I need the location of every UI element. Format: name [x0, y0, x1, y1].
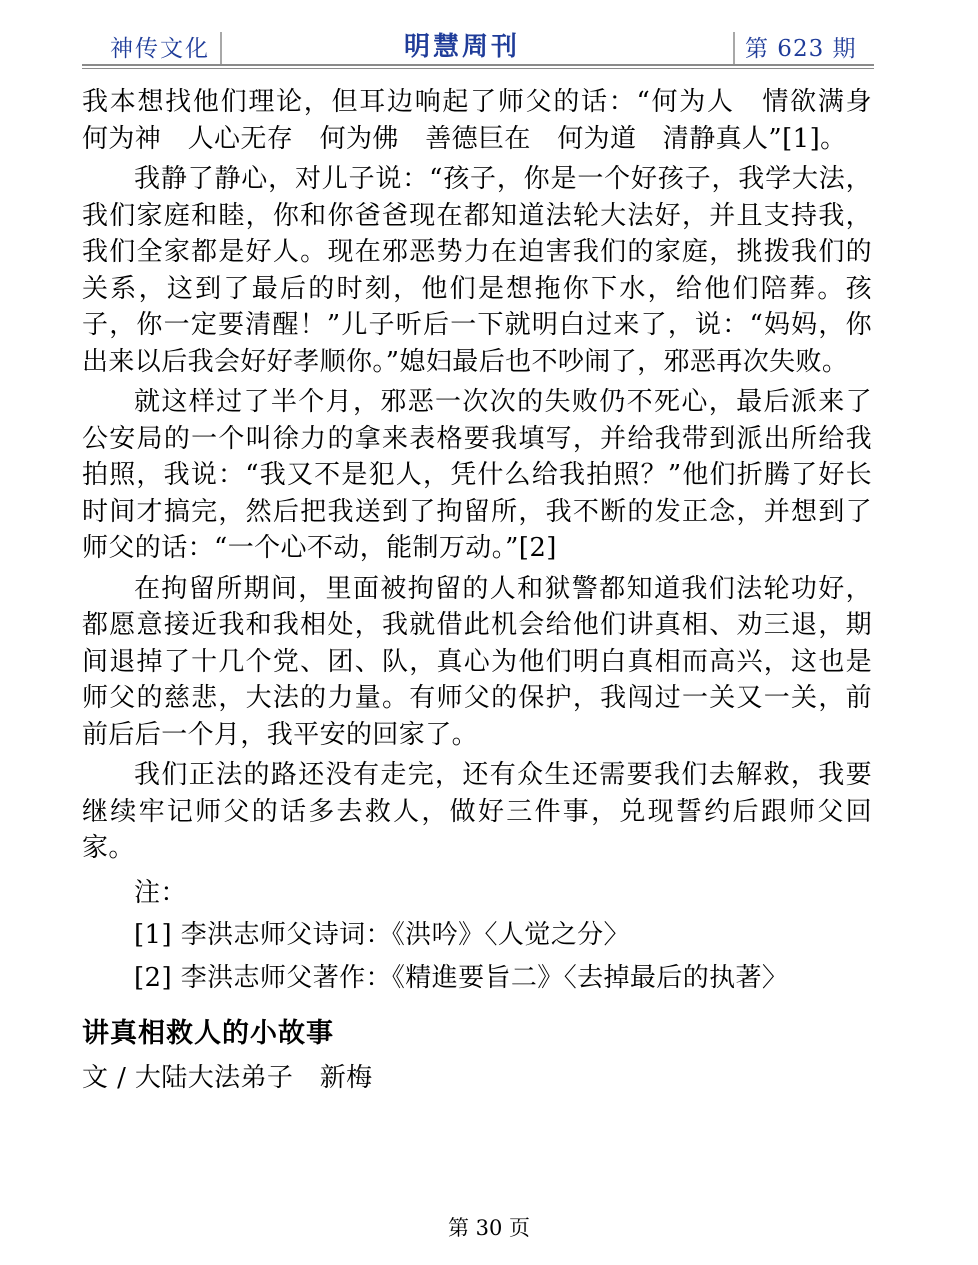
paragraph: 我静了静心，对儿子说：“孩子，你是一个好孩子，我学大法，我们家庭和睦，你和你爸爸现在都知道法轮大法好，并且支持我，我们全家都是好人。现在邪恶势力在迫害我们的家庭，挑拨我们的关系，这到了最后的时刻，他们是想拖你下水，给他们陪葬。孩子，你一定要清醒！”儿子听后一下就明白过来了，说：“妈妈，你出来以后我会好好孝顺你。”媳妇最后也不吵闹了，邪恶再次失败。 [82, 164, 872, 377]
header-rule-bottom [82, 68, 874, 69]
paragraph: 就这样过了半个月，邪恶一次次的失败仍不死心，最后派来了公安局的一个叫徐力的拿来表格要我填写，并给我带到派出所给我拍照，我说：“我又不是犯人，凭什么给我拍照？”他们折腾了好长时间才搞完，然后把我送到了拘留所，我不断的发正念，并想到了师父的话：“一个心不动，能制万动。”[2] [82, 387, 872, 563]
note-item: [2] 李洪志师父著作：《精進要旨二》〈去掉最后的执著〉 [134, 962, 789, 993]
header-divider-left [220, 32, 222, 64]
article-body [82, 84, 899, 1097]
notes-heading: 注： [134, 877, 187, 908]
note-item: [1] 李洪志师父诗词：《洪吟》〈人觉之分〉 [134, 920, 630, 950]
publication-title: 明慧周刊 [404, 32, 521, 62]
page-header [0, 0, 978, 70]
header-rule-top [82, 64, 874, 66]
header-divider-right [733, 32, 735, 64]
article-title: 讲真相救人的小故事 [82, 1018, 334, 1049]
paragraph: 我们正法的路还没有走完，还有众生还需要我们去解救，我要继续牢记师父的话多去救人，做好三件事，兑现誓约后跟师父回家。 [82, 760, 872, 863]
article-byline: 文 / 大陆大法弟子 新梅 [82, 1063, 373, 1093]
paragraph: 在拘留所期间，里面被拘留的人和狱警都知道我们法轮功好，都愿意接近我和我相处，我就借此机会给他们讲真相、劝三退，期间退掉了十几个党、团、队，真心为他们明白真相而高兴，这也是师父的慈悲，大法的力量。有师父的保护，我闯过一关又一关，前前后后一个月，我平安的回家了。 [82, 573, 872, 750]
paragraph: 我本想找他们理论，但耳边响起了师父的话：“何为人 情欲满身 何为神 人心无存 何为佛 善德巨在 何为道 清静真人”[1]。 [82, 87, 899, 154]
issue-number: 第 623 期 [745, 36, 857, 62]
section-label: 神传文化 [110, 36, 210, 62]
page-number: 第 30 页 [447, 1216, 531, 1240]
